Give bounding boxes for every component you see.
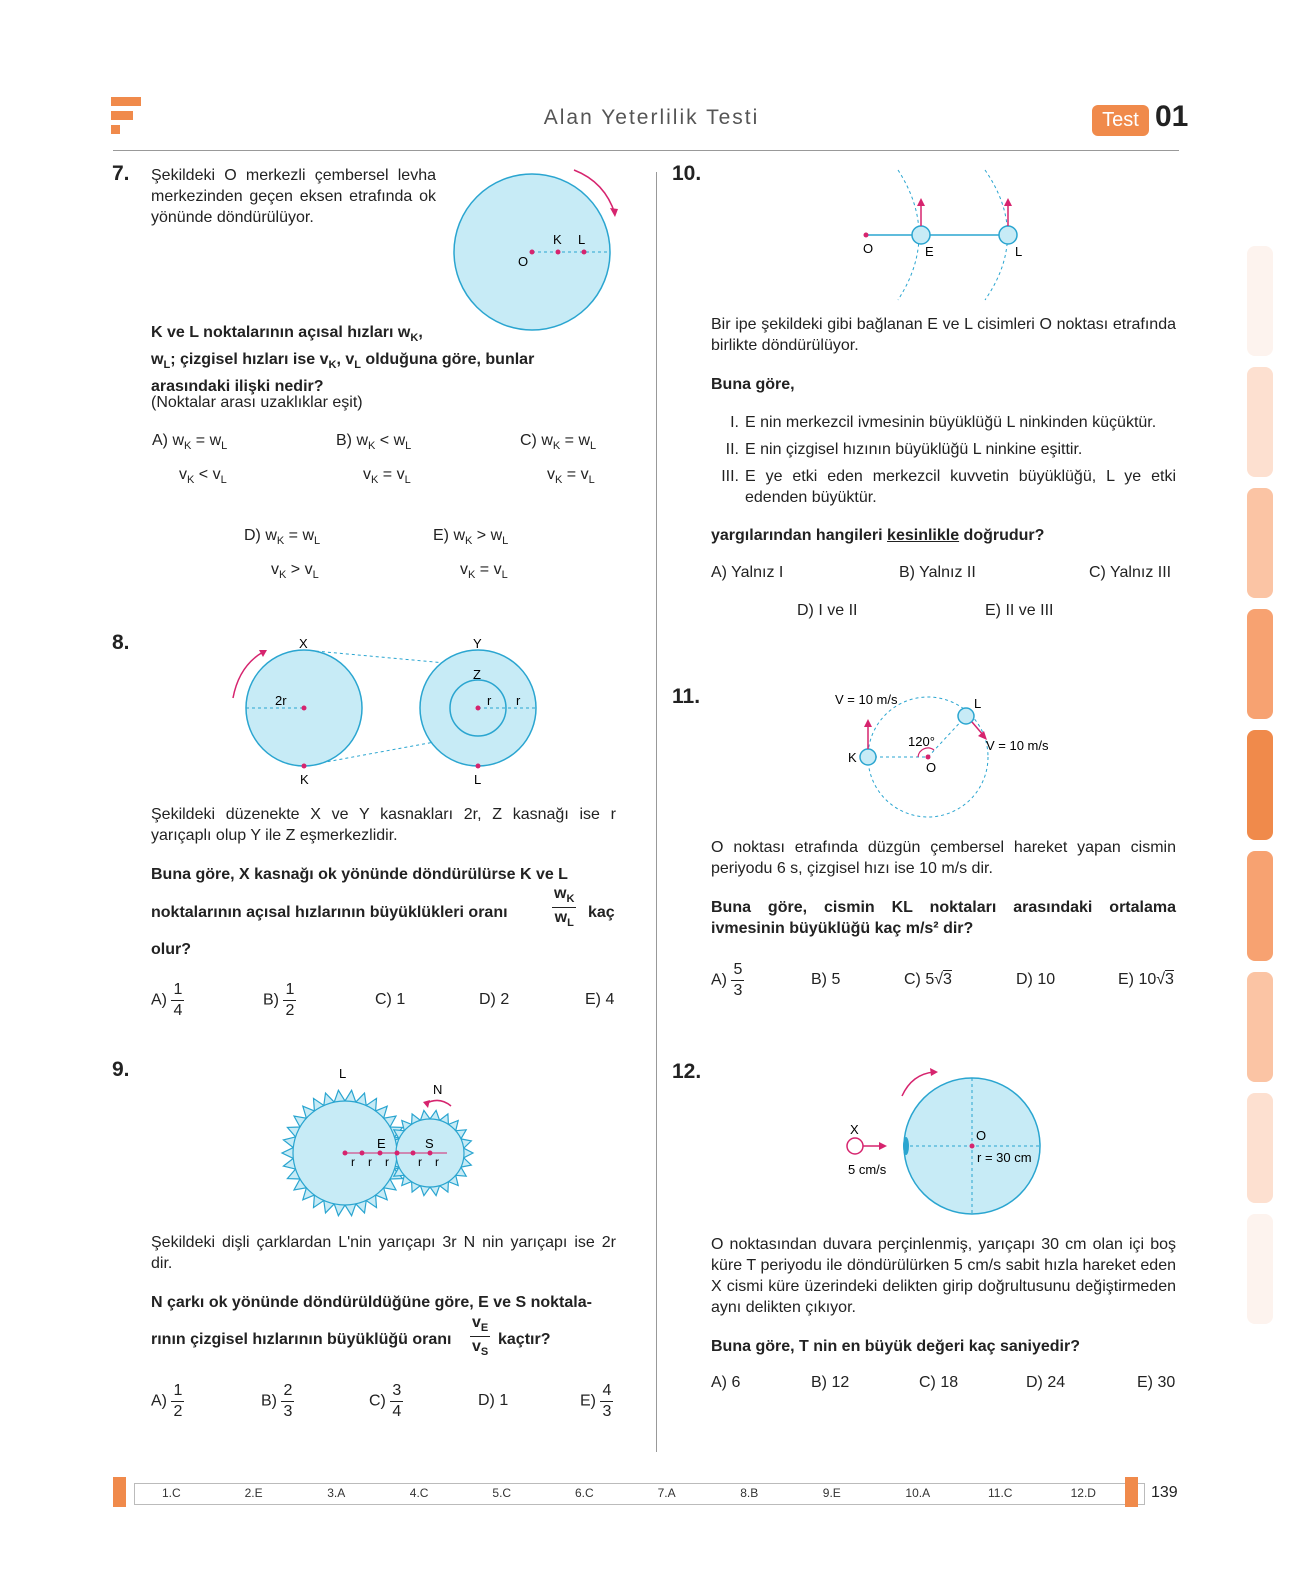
q10-statement-number: II. — [725, 441, 739, 458]
answer-key — [134, 1483, 1145, 1505]
q10-label-e: E — [925, 244, 934, 259]
q12-option-e[interactable]: E) 30 — [1137, 1374, 1176, 1391]
q11-number: 11. — [672, 685, 701, 708]
q9-question-a: N çarkı ok yönünde döndürüldüğüne göre, E ve S noktala- — [151, 1294, 592, 1311]
q11-label-o: O — [926, 760, 937, 775]
q8-text: Şekildeki düzenekte X ve Y kasnakları 2r, Z kasnağı ise r yarıçaplı olup Y ile Z eşmerkezlidir. — [151, 806, 616, 844]
q10-statement — [711, 439, 1176, 460]
answer-key-item: 1.C — [162, 1486, 181, 1500]
svg-text:r: r — [385, 1155, 389, 1169]
side-tab-9[interactable] — [1247, 1214, 1273, 1324]
q8-option-d[interactable]: D) 2 — [479, 991, 510, 1008]
q11-option-d[interactable]: D) 10 — [1016, 971, 1056, 988]
svg-text:r: r — [418, 1155, 422, 1169]
q7-label-k: K — [553, 232, 562, 247]
q10-statement-text: E ye etki eden merkezcil kuvvetin büyüklüğü, L ye etki edenden büyüktür. — [745, 468, 1176, 506]
q8-question-d: olur? — [151, 941, 191, 958]
side-tab-2[interactable] — [1247, 367, 1273, 477]
q8-question-c: kaç — [588, 904, 615, 921]
test-badge: Test — [1092, 105, 1149, 136]
q8-label-y: Y — [473, 636, 482, 651]
test-number: 01 — [1155, 100, 1189, 133]
q10-figure — [850, 165, 1040, 305]
q8-label-2r: 2r — [275, 693, 287, 708]
q11-figure — [830, 688, 1070, 818]
answer-key-item: 10.A — [905, 1486, 931, 1500]
q11-label-k: K — [848, 750, 857, 765]
answer-key-item: 4.C — [409, 1486, 429, 1500]
q12-label-speed: 5 cm/s — [848, 1162, 887, 1177]
q8-question-b: noktalarının açısal hızlarının büyüklükleri oranı — [151, 904, 508, 921]
q11-option-a[interactable]: A) $\frac{5}{3}$ — [711, 961, 743, 999]
q10-question: yargılarından hangileri kesinlikle doğrudur? — [711, 527, 1045, 544]
q7-option-c[interactable]: C) $w_K = w_L$ $v_K = v_L$ — [520, 432, 597, 487]
q11-question: Buna göre, cismin KL noktaları arasındaki ortalama ivmesinin büyüklüğü kaç m/s² dir? — [711, 899, 1176, 937]
q7-option-d[interactable]: D) $w_K = w_L$ $v_K > v_L$ — [244, 527, 321, 582]
q11-label-v1: V = 10 m/s — [835, 692, 898, 707]
q10-statement — [711, 466, 1176, 508]
column-divider — [656, 172, 657, 1452]
q8-option-a[interactable]: A) $\frac{1}{4}$ — [151, 981, 183, 1019]
q9-question-b: rının çizgisel hızlarının büyüklüğü oranı — [151, 1331, 452, 1348]
q10-option-e[interactable]: E) II ve III — [985, 602, 1054, 619]
answer-key-item: 2.E — [244, 1486, 263, 1500]
q12-label-radius: r = 30 cm — [977, 1150, 1032, 1165]
q9-option-c[interactable]: C) $\frac{3}{4}$ — [369, 1382, 402, 1420]
q11-label-angle: 120° — [908, 734, 935, 749]
q11-label-l: L — [974, 696, 982, 711]
q7-option-a[interactable]: A) $w_K = w_L$ $v_K < v_L$ — [152, 432, 228, 487]
q10-prompt: Buna göre, — [711, 376, 795, 393]
q11-option-c[interactable]: C) 5√3 — [904, 971, 952, 988]
q9-question-c: kaçtır? — [498, 1331, 551, 1348]
footer-right-bar — [1125, 1477, 1138, 1507]
q12-option-a[interactable]: A) 6 — [711, 1374, 741, 1391]
answer-key-item: 3.A — [327, 1486, 346, 1500]
q10-number: 10. — [672, 162, 702, 185]
q9-option-e[interactable]: E) $\frac{4}{3}$ — [580, 1382, 612, 1420]
svg-text:r: r — [351, 1155, 355, 1169]
q12-label-o: O — [976, 1128, 987, 1143]
q8-label-r1: r — [487, 693, 492, 708]
q9-text: Şekildeki dişli çarklardan L'nin yarıçapı 3r N nin yarıçapı ise 2r dir. — [151, 1234, 616, 1272]
q12-figure — [840, 1062, 1055, 1222]
q8-ratio: $\frac{w_K}{w_L}$ — [554, 885, 575, 930]
q8-label-z: Z — [473, 667, 481, 682]
q8-label-l: L — [474, 772, 482, 787]
q9-label-e: E — [377, 1136, 386, 1151]
svg-text:r: r — [435, 1155, 439, 1169]
side-tab-7[interactable] — [1247, 972, 1273, 1082]
page-header-title: Alan Yeterlilik Testi — [543, 106, 760, 129]
q12-option-b[interactable]: B) 12 — [811, 1374, 850, 1391]
q10-statement-text: E nin çizgisel hızının büyüklüğü L ninkine eşittir. — [745, 441, 1083, 458]
q10-label-o: O — [863, 241, 874, 256]
q12-option-c[interactable]: C) 18 — [919, 1374, 959, 1391]
side-tab-4[interactable] — [1247, 609, 1273, 719]
q7-intro: Şekildeki O merkezli çembersel levha merkezinden geçen eksen etrafında ok yönünde döndürülüyor. — [151, 167, 436, 226]
q9-option-a[interactable]: A) $\frac{1}{2}$ — [151, 1382, 183, 1420]
q7-figure — [440, 160, 640, 340]
q7-number: 7. — [112, 162, 130, 185]
side-tab-6[interactable] — [1247, 851, 1273, 961]
q10-statement-number: III. — [721, 468, 739, 485]
answer-key-item: 5.C — [492, 1486, 512, 1500]
q9-option-b[interactable]: B) $\frac{2}{3}$ — [261, 1382, 293, 1420]
q7-label-o: O — [518, 254, 529, 269]
side-tab-3[interactable] — [1247, 488, 1273, 598]
q10-text: Bir ipe şekildeki gibi bağlanan E ve L cisimleri O noktası etrafında birlikte döndürülüyor. — [711, 316, 1176, 354]
answer-key-item: 11.C — [988, 1486, 1013, 1500]
q8-option-e[interactable]: E) 4 — [585, 991, 615, 1008]
q12-text: O noktasından duvara perçinlenmiş, yarıçapı 30 cm olan içi boş küre T periyodu ile döndürülürken 5 cm/s sabit hızla hareket eden X cismi küre üzerindeki delikten girip doğrultusunu değiştirmeden aynı delikten çıkıyor. — [711, 1236, 1176, 1316]
page-number: 139 — [1151, 1484, 1178, 1501]
q10-option-c[interactable]: C) Yalnız III — [1089, 564, 1172, 581]
q9-option-d[interactable]: D) 1 — [478, 1392, 509, 1409]
q9-figure — [275, 1060, 495, 1225]
q10-statement-text: E nin merkezcil ivmesinin büyüklüğü L ninkinden küçüktür. — [745, 414, 1157, 431]
q8-number: 8. — [112, 631, 130, 654]
q12-option-d[interactable]: D) 24 — [1026, 1374, 1066, 1391]
answer-key-item: 8.B — [740, 1486, 759, 1500]
q9-ratio: $\frac{v_E}{v_S}$ — [472, 1314, 489, 1359]
side-tab-5[interactable] — [1247, 730, 1273, 840]
q9-number: 9. — [112, 1058, 130, 1081]
q10-label-l: L — [1015, 244, 1023, 259]
q7-label-l: L — [578, 232, 586, 247]
answer-key-item: 7.A — [657, 1486, 676, 1500]
side-tab-8[interactable] — [1247, 1093, 1273, 1203]
q11-label-v2: V = 10 m/s — [986, 738, 1049, 753]
q10-option-b[interactable]: B) Yalnız II — [899, 564, 976, 581]
q12-question: Buna göre, T nin en büyük değeri kaç saniyedir? — [711, 1338, 1080, 1355]
svg-text:r: r — [368, 1155, 372, 1169]
q8-option-b[interactable]: B) $\frac{1}{2}$ — [263, 981, 295, 1019]
q7-question: K ve L noktalarının açısal hızları $w_K$, $w_L$; çizgisel hızları ise $v_K$, $v_L$ olduğuna göre, bunlar arasındaki ilişki nedir? — [151, 324, 535, 396]
q8-figure — [225, 630, 555, 790]
q8-question-a: Buna göre, X kasnağı ok yönünde döndürülürse K ve L — [151, 866, 568, 883]
answer-key-item: 9.E — [822, 1486, 841, 1500]
header-divider — [113, 150, 1179, 151]
q8-option-c[interactable]: C) 1 — [375, 991, 406, 1008]
q9-label-s: S — [425, 1136, 434, 1151]
q7-option-b[interactable]: B) $w_K < w_L$ $v_K = v_L$ — [336, 432, 412, 487]
q8-label-x: X — [299, 636, 308, 651]
q10-statement-number: I. — [730, 414, 739, 431]
q10-statement — [711, 412, 1176, 433]
q9-label-n: N — [433, 1082, 443, 1097]
q11-option-e[interactable]: E) 10√3 — [1118, 971, 1174, 988]
q7-option-e[interactable]: E) $w_K > w_L$ $v_K = v_L$ — [433, 527, 509, 582]
answer-key-item: 6.C — [575, 1486, 594, 1500]
q11-text: O noktası etrafında düzgün çembersel hareket yapan cismin periyodu 6 s, çizgisel hızı ise 10 m/s dir. — [711, 839, 1176, 877]
q12-number: 12. — [672, 1060, 702, 1083]
q8-label-r2: r — [516, 693, 521, 708]
answer-key-item: 12.D — [1070, 1486, 1096, 1500]
q10-option-d[interactable]: D) I ve II — [797, 602, 858, 619]
q7-note: (Noktalar arası uzaklıklar eşit) — [151, 394, 363, 411]
q12-label-x: X — [850, 1122, 859, 1137]
q8-label-k: K — [300, 772, 309, 787]
q10-option-a[interactable]: A) Yalnız I — [711, 564, 784, 581]
q9-label-l: L — [339, 1066, 347, 1081]
side-tab-1[interactable] — [1247, 246, 1273, 356]
footer-left-bar — [113, 1477, 126, 1507]
q10-statements — [711, 412, 1176, 514]
q11-option-b[interactable]: B) 5 — [811, 971, 841, 988]
